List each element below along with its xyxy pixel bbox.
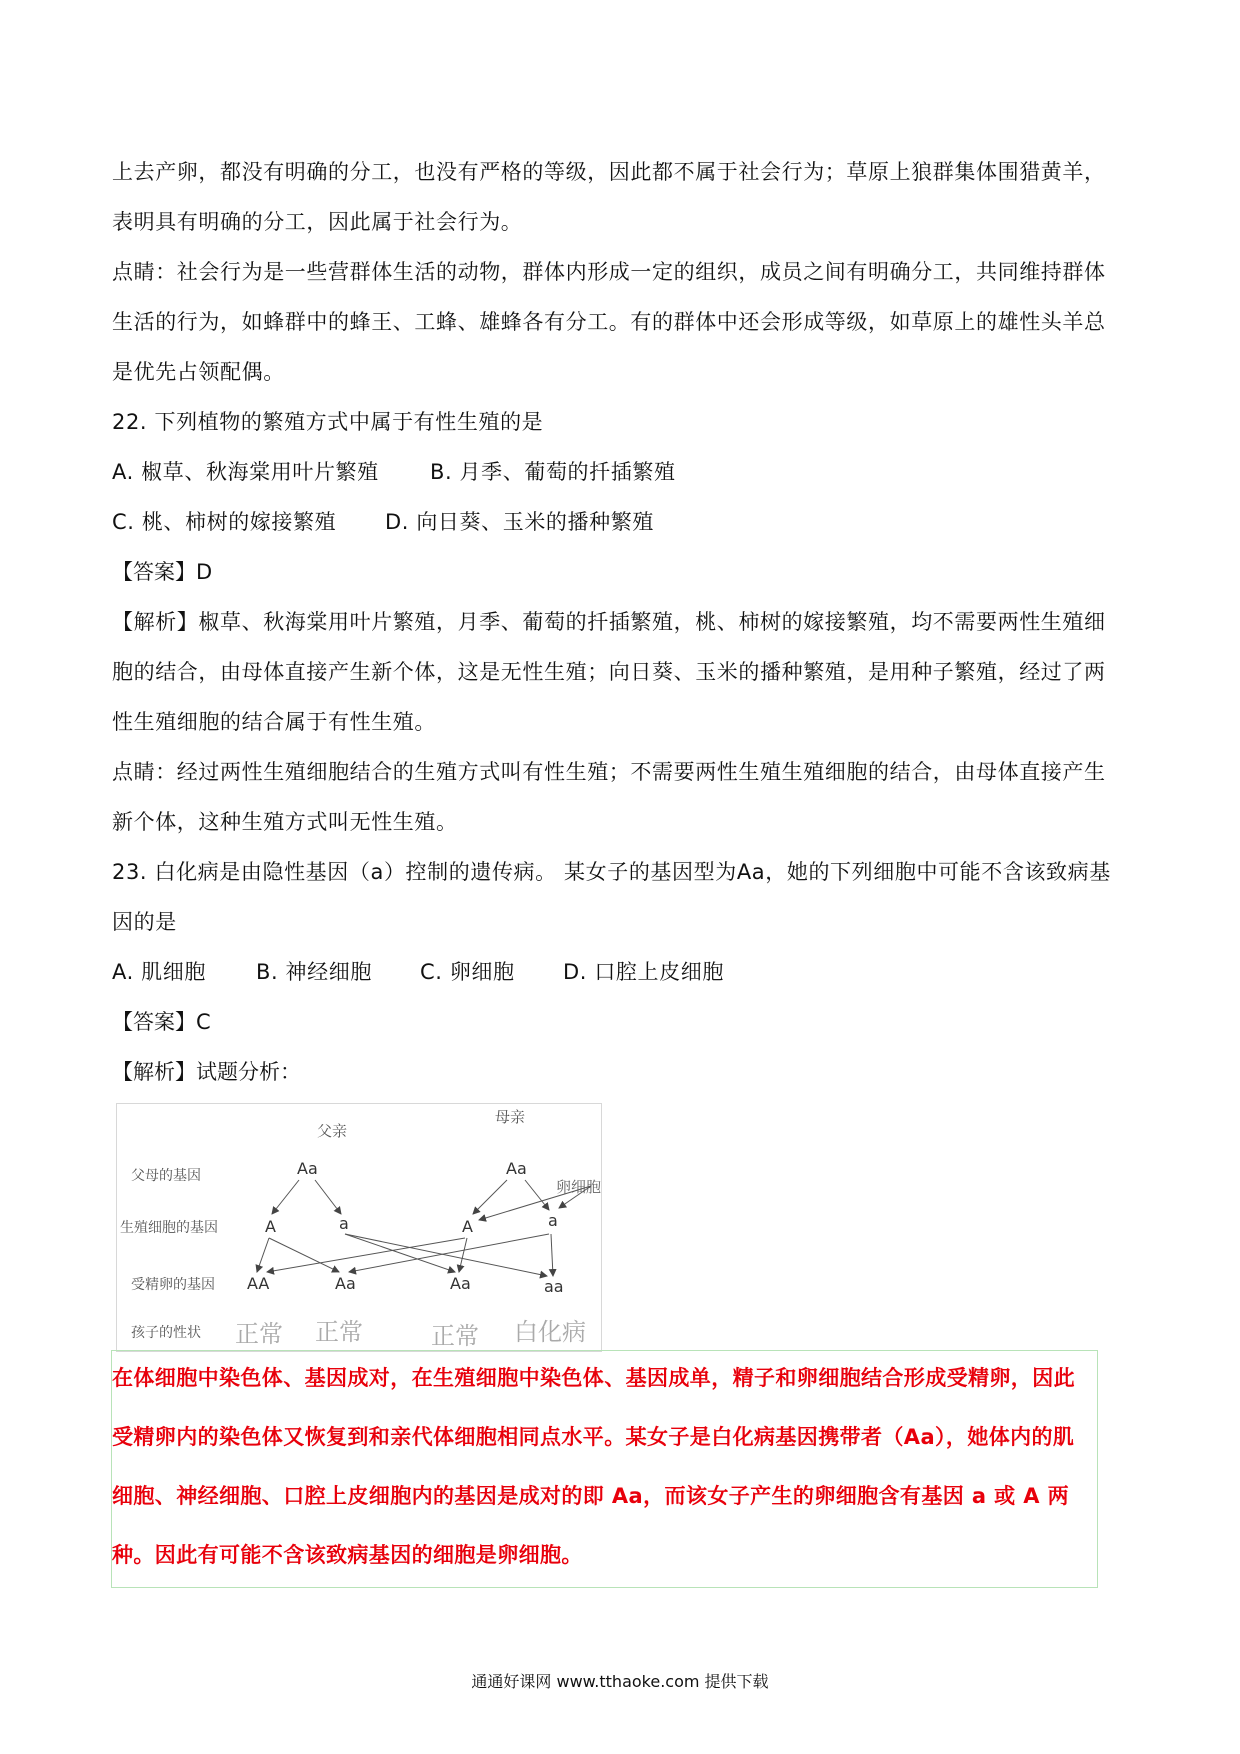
father-label: 父亲 [317,1122,348,1140]
page-footer: 通通好课网 www.tthaoke.com 提供下载 [471,1672,769,1691]
tip-line: 生活的行为，如蜂群中的蜂王、工蜂、雄蜂各有分工。有的群体中还会形成等级，如草原上的雄性头羊总 [112,310,1106,334]
paragraph-line: 上去产卵，都没有明确的分工，也没有严格的等级，因此都不属于社会行为；草原上狼群集体围猎黄羊， [112,160,1106,184]
row-label-parent-genes: 父母的基因 [131,1168,201,1184]
inheritance-diagram [116,1103,602,1352]
explanation-line: 细胞、神经细胞、口腔上皮细胞内的基因是成对的即 Aa，而该女子产生的卵细胞含有基因 a 或 A 两 [112,1484,1069,1508]
q22-analysis-line: 性生殖细胞的结合属于有性生殖。 [112,710,436,734]
father-genotype: Aa [297,1159,318,1178]
q22-option-b: B. 月季、葡萄的扦插繁殖 [430,460,676,484]
tip-line: 点睛：社会行为是一些营群体生活的动物，群体内形成一定的组织，成员之间有明确分工，共同维持群体 [112,260,1106,284]
mother-label: 母亲 [495,1108,526,1126]
q23-option-c: C. 卵细胞 [420,960,515,984]
q22-tip-line: 新个体，这种生殖方式叫无性生殖。 [112,810,458,834]
egg-cell-label: 卵细胞 [555,1178,601,1196]
trait-albinism: 白化病 [514,1318,586,1346]
zygote-Aa-2: Aa [450,1274,471,1293]
zygote-aa: aa [544,1277,564,1296]
trait-normal-1: 正常 [235,1320,283,1348]
zygote-Aa-1: Aa [335,1274,356,1293]
explanation-line: 受精卵内的染色体又恢复到和亲代体细胞相同点水平。某女子是白化病基因携带者（Aa），她体内的肌 [112,1425,1075,1449]
zygote-AA: AA [247,1274,270,1293]
row-label-germ-cell-genes: 生殖细胞的基因 [120,1220,218,1236]
q23-option-a: A. 肌细胞 [112,960,206,984]
father-gamete-A: A [265,1217,276,1236]
question-22-title: 22. 下列植物的繁殖方式中属于有性生殖的是 [112,410,544,434]
mother-gamete-a: a [548,1211,558,1230]
q23-option-d: D. 口腔上皮细胞 [563,960,724,984]
row-label-zygote-genes: 受精卵的基因 [131,1277,215,1293]
inheritance-arrows [257,1180,591,1276]
q23-option-b: B. 神经细胞 [256,960,372,984]
q22-analysis-line: 胞的结合，由母体直接产生新个体，这是无性生殖；向日葵、玉米的播种繁殖，是用种子繁殖，经过了两 [112,660,1106,684]
tip-line: 是优先占领配偶。 [112,360,285,384]
q22-option-d: D. 向日葵、玉米的播种繁殖 [385,510,654,534]
q22-analysis-line: 【解析】椒草、秋海棠用叶片繁殖，月季、葡萄的扦插繁殖，桃、柿树的嫁接繁殖，均不需要两性生殖细 [112,610,1106,634]
mother-genotype: Aa [506,1159,527,1178]
question-23-title-cont: 因的是 [112,910,177,934]
explanation-line: 在体细胞中染色体、基因成对，在生殖细胞中染色体、基因成单，精子和卵细胞结合形成受精卵，因此 [112,1366,1075,1390]
q23-analysis-label: 【解析】试题分析： [112,1060,301,1084]
trait-normal-2: 正常 [315,1318,363,1346]
paragraph-line: 表明具有明确的分工，因此属于社会行为。 [112,210,523,234]
father-gamete-a: a [339,1214,349,1233]
trait-normal-3: 正常 [431,1322,479,1350]
row-label-child-traits: 孩子的性状 [131,1325,201,1341]
q22-option-c: C. 桃、柿树的嫁接繁殖 [112,510,337,534]
q22-option-a: A. 椒草、秋海棠用叶片繁殖 [112,460,379,484]
explanation-line: 种。因此有可能不含该致病基因的细胞是卵细胞。 [112,1543,583,1567]
mother-gamete-A: A [462,1217,473,1236]
q22-answer: 【答案】D [112,560,213,584]
question-23-title: 23. 白化病是由隐性基因（a）控制的遗传病。 某女子的基因型为Aa，她的下列细胞中可能不含该致病基 [112,860,1111,884]
q22-tip-line: 点睛：经过两性生殖细胞结合的生殖方式叫有性生殖；不需要两性生殖生殖细胞的结合，由母体直接产生 [112,760,1106,784]
q23-answer: 【答案】C [112,1010,211,1034]
